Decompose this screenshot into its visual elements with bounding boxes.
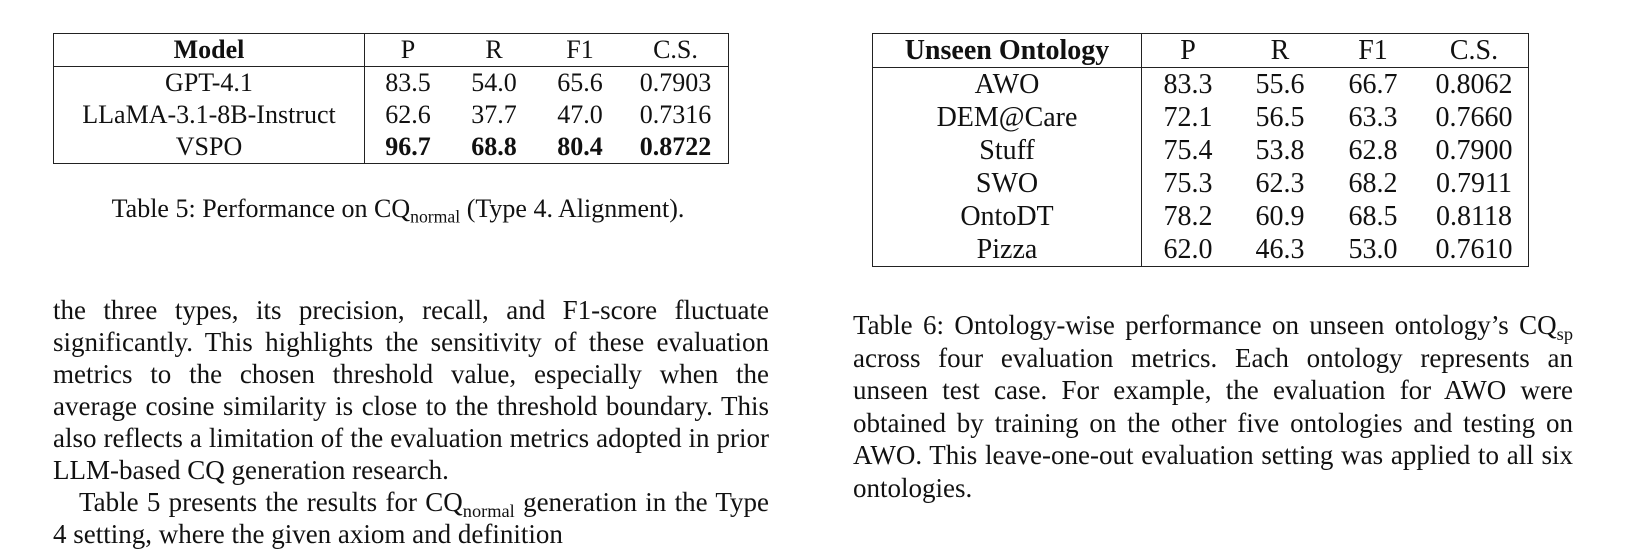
table-cell: 47.0 [557,100,603,129]
table-cell: 62.8 [1348,135,1398,166]
table-cell: OntoDT [873,200,1142,233]
table-cell: 68.2 [1348,168,1398,199]
table-cell: 37.7 [471,100,517,129]
caption-subscript: normal [410,206,461,227]
table-cell: 0.7316 [639,100,712,129]
table-cell: 0.7900 [1435,135,1513,166]
table-cell: Pizza [873,233,1142,267]
bold-value: 68.8 [471,132,517,161]
caption-text: (Type 4. Alignment). [460,194,685,223]
table-5-header-f1: F1 [566,35,594,64]
table-cell: 0.7610 [1435,234,1513,265]
table-cell-bold [623,131,729,164]
paragraph-text: generation in the Type 4 setting, where the given axiom and definition [53,487,769,549]
bold-value: 80.4 [557,132,603,161]
table-cell: 78.2 [1163,201,1213,232]
table-5-header-p: P [400,35,416,64]
table-cell: 65.6 [557,68,603,97]
table-cell: 0.7903 [639,68,712,97]
table-cell: 0.8062 [1435,69,1513,100]
table-5-header-cs: C.S. [653,35,698,64]
table-cell: 72.1 [1163,102,1213,133]
table-6-caption [853,309,1573,504]
body-text [53,294,769,550]
table-6 [872,33,1529,267]
table-cell: VSPO [54,131,365,164]
table-6-header-f1: F1 [1358,35,1388,66]
table-cell: 0.8118 [1436,201,1512,232]
table-cell: 75.3 [1163,168,1213,199]
table-cell: 53.8 [1255,135,1305,166]
bold-value: 96.7 [385,132,431,161]
paragraph-text: Table 5 presents the results for CQ [79,487,463,517]
table-6-header-r: R [1270,35,1290,66]
table-6-header-ontology: Unseen Ontology [873,34,1142,68]
table-5-header-row [54,34,729,67]
table-cell: Stuff [873,134,1142,167]
table-cell: SWO [873,167,1142,200]
table-cell: 54.0 [471,68,517,97]
table-5-header-model: Model [54,34,365,67]
caption-subscript: sp [1556,323,1573,344]
table-row [54,99,729,131]
table-cell: 56.5 [1255,102,1305,133]
table-cell: DEM@Care [873,101,1142,134]
table-6-header-row [873,34,1529,68]
table-cell: 62.3 [1255,168,1305,199]
table-cell-bold [365,131,452,164]
table-cell: AWO [873,68,1142,102]
table-cell: 53.0 [1348,234,1398,265]
table-5 [53,33,729,164]
caption-text: Table 6: Ontology-wise performance on unseen ontology’s CQ [853,310,1557,340]
table-cell: 62.0 [1163,234,1213,265]
table-row [873,200,1529,233]
table-row [873,167,1529,200]
table-5-caption [53,193,743,225]
table-row-highlight [54,131,729,164]
table-cell: LLaMA-3.1-8B-Instruct [54,99,365,131]
caption-text: across four evaluation metrics. Each ontology represents an unseen test case. For example, the evaluation for AWO were obtained by training on the other five ontologies and testing on AWO. This leave-one-out evaluation setting was applied to all six ontologies. [853,342,1573,503]
table-cell: 55.6 [1255,69,1305,100]
table-cell: 83.3 [1163,69,1213,100]
table-6-header-p: P [1180,35,1196,66]
table-cell: 0.7911 [1436,168,1512,199]
paragraph-subscript: normal [462,500,515,521]
table-cell: GPT-4.1 [54,67,365,100]
table-cell: 60.9 [1255,201,1305,232]
table-6-header-cs: C.S. [1449,35,1499,66]
table-cell: 68.5 [1348,201,1398,232]
table-cell-bold [451,131,537,164]
table-cell: 75.4 [1163,135,1213,166]
table-row [873,101,1529,134]
table-row [873,134,1529,167]
table-cell: 62.6 [385,100,431,129]
table-row [873,68,1529,102]
paragraph [53,486,769,550]
table-cell: 63.3 [1348,102,1398,133]
table-row [54,67,729,100]
table-cell: 66.7 [1348,69,1398,100]
paragraph: the three types, its precision, recall, and F1-score fluctuate significantly. This highlights the sensitivity of these evaluation metrics to the chosen threshold value, especially when the average cosine similarity is close to the threshold boundary. This also reflects a limitation of the evaluation metrics adopted in prior LLM-based CQ generation research. [53,295,769,485]
bold-value: 0.8722 [639,132,712,161]
caption-text: Table 5: Performance on CQ [111,194,411,223]
table-cell: 46.3 [1255,234,1305,265]
table-row [873,233,1529,267]
table-cell-bold [537,131,623,164]
table-5-header-r: R [485,35,503,64]
table-cell: 0.7660 [1435,102,1513,133]
table-cell: 83.5 [385,68,431,97]
